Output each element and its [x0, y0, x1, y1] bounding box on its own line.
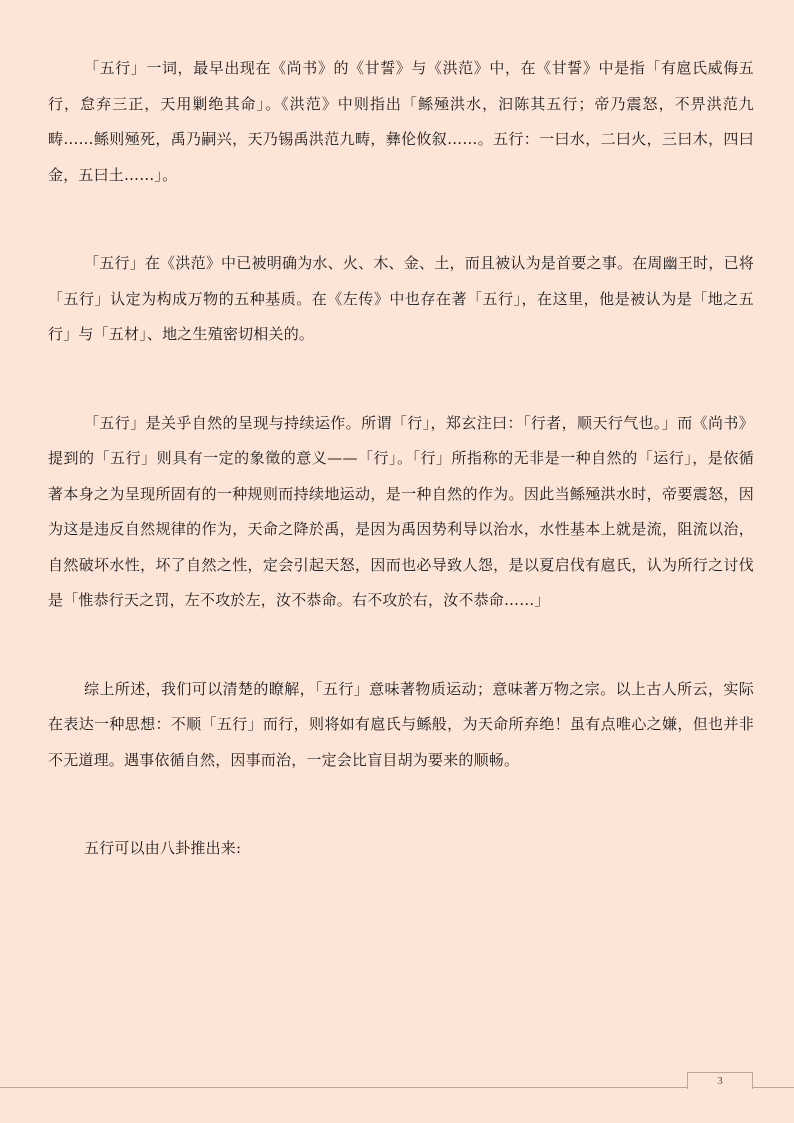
page-number: 3: [687, 1072, 753, 1089]
paragraph-summary: 综上所述，我们可以清楚的瞭解，「五行」意味著物质运动；意味著万物之宗。以上古人所云，实际在表达一种思想：不顺「五行」而行，则将如有扈氏与鲧般，为天命所弃绝！虽有点唯心之嫌，但也并非不无道理。遇事依循自然，因事而治，一定会比盲目胡为要来的顺畅。: [48, 679, 754, 769]
page-body: [48, 51, 754, 867]
footer-divider: [0, 1087, 794, 1088]
paragraph-wuxing-origin: 「五行」一词，最早出现在《尚书》的《甘誓》与《洪范》中，在《甘誓》中是指「有扈氏威侮五行，怠弃三正，天用剿绝其命」。《洪范》中则指出「鲧殛洪水，汩陈其五行；帝乃震怒，不畀洪范九畴……鲧则殛死，禹乃嗣兴，天乃锡禹洪范九畴，彝伦攸叙……。五行：一曰水，二曰火，三曰木，四曰金，五曰土……」。: [48, 59, 754, 184]
paragraph-spacer: [48, 619, 754, 672]
paragraph-bagua-intro: 五行可以由八卦推出来:: [84, 839, 242, 857]
paragraph-spacer: [48, 193, 754, 246]
paragraph-spacer: [48, 778, 754, 831]
paragraph-hongfan-elements: 「五行」在《洪范》中已被明确为水、火、木、金、土，而且被认为是首要之事。在周幽王时，已将「五行」认定为构成万物的五种基质。在《左传》中也存在著「五行」，在这里，他是被认为是「地之五行」与「五材」、地之生殖密切相关的。: [48, 254, 754, 343]
paragraph-natural-movement: 「五行」是关乎自然的呈现与持续运作。所谓「行」，郑玄注曰：「行者，顺天行气也。」而《尚书》提到的「五行」则具有一定的象徵的意义——「行」。「行」所指称的无非是一种自然的「运行」，是依循著本身之为呈现所固有的一种规则而持续地运动，是一种自然的作为。因此当鲧殛洪水时，帝要震怒，因为这是违反自然规律的作为，天命之降於禹，是因为禹因势利导以治水，水性基本上就是流，阻流以治，自然破坏水性，坏了自然之性，定会引起天怒，因而也必导致人怨，是以夏启伐有扈氏，认为所行之讨伐是「惟恭行天之罚，左不攻於左，汝不恭命。右不攻於右，汝不恭命……」: [48, 413, 754, 609]
paragraph-spacer: [48, 353, 754, 406]
